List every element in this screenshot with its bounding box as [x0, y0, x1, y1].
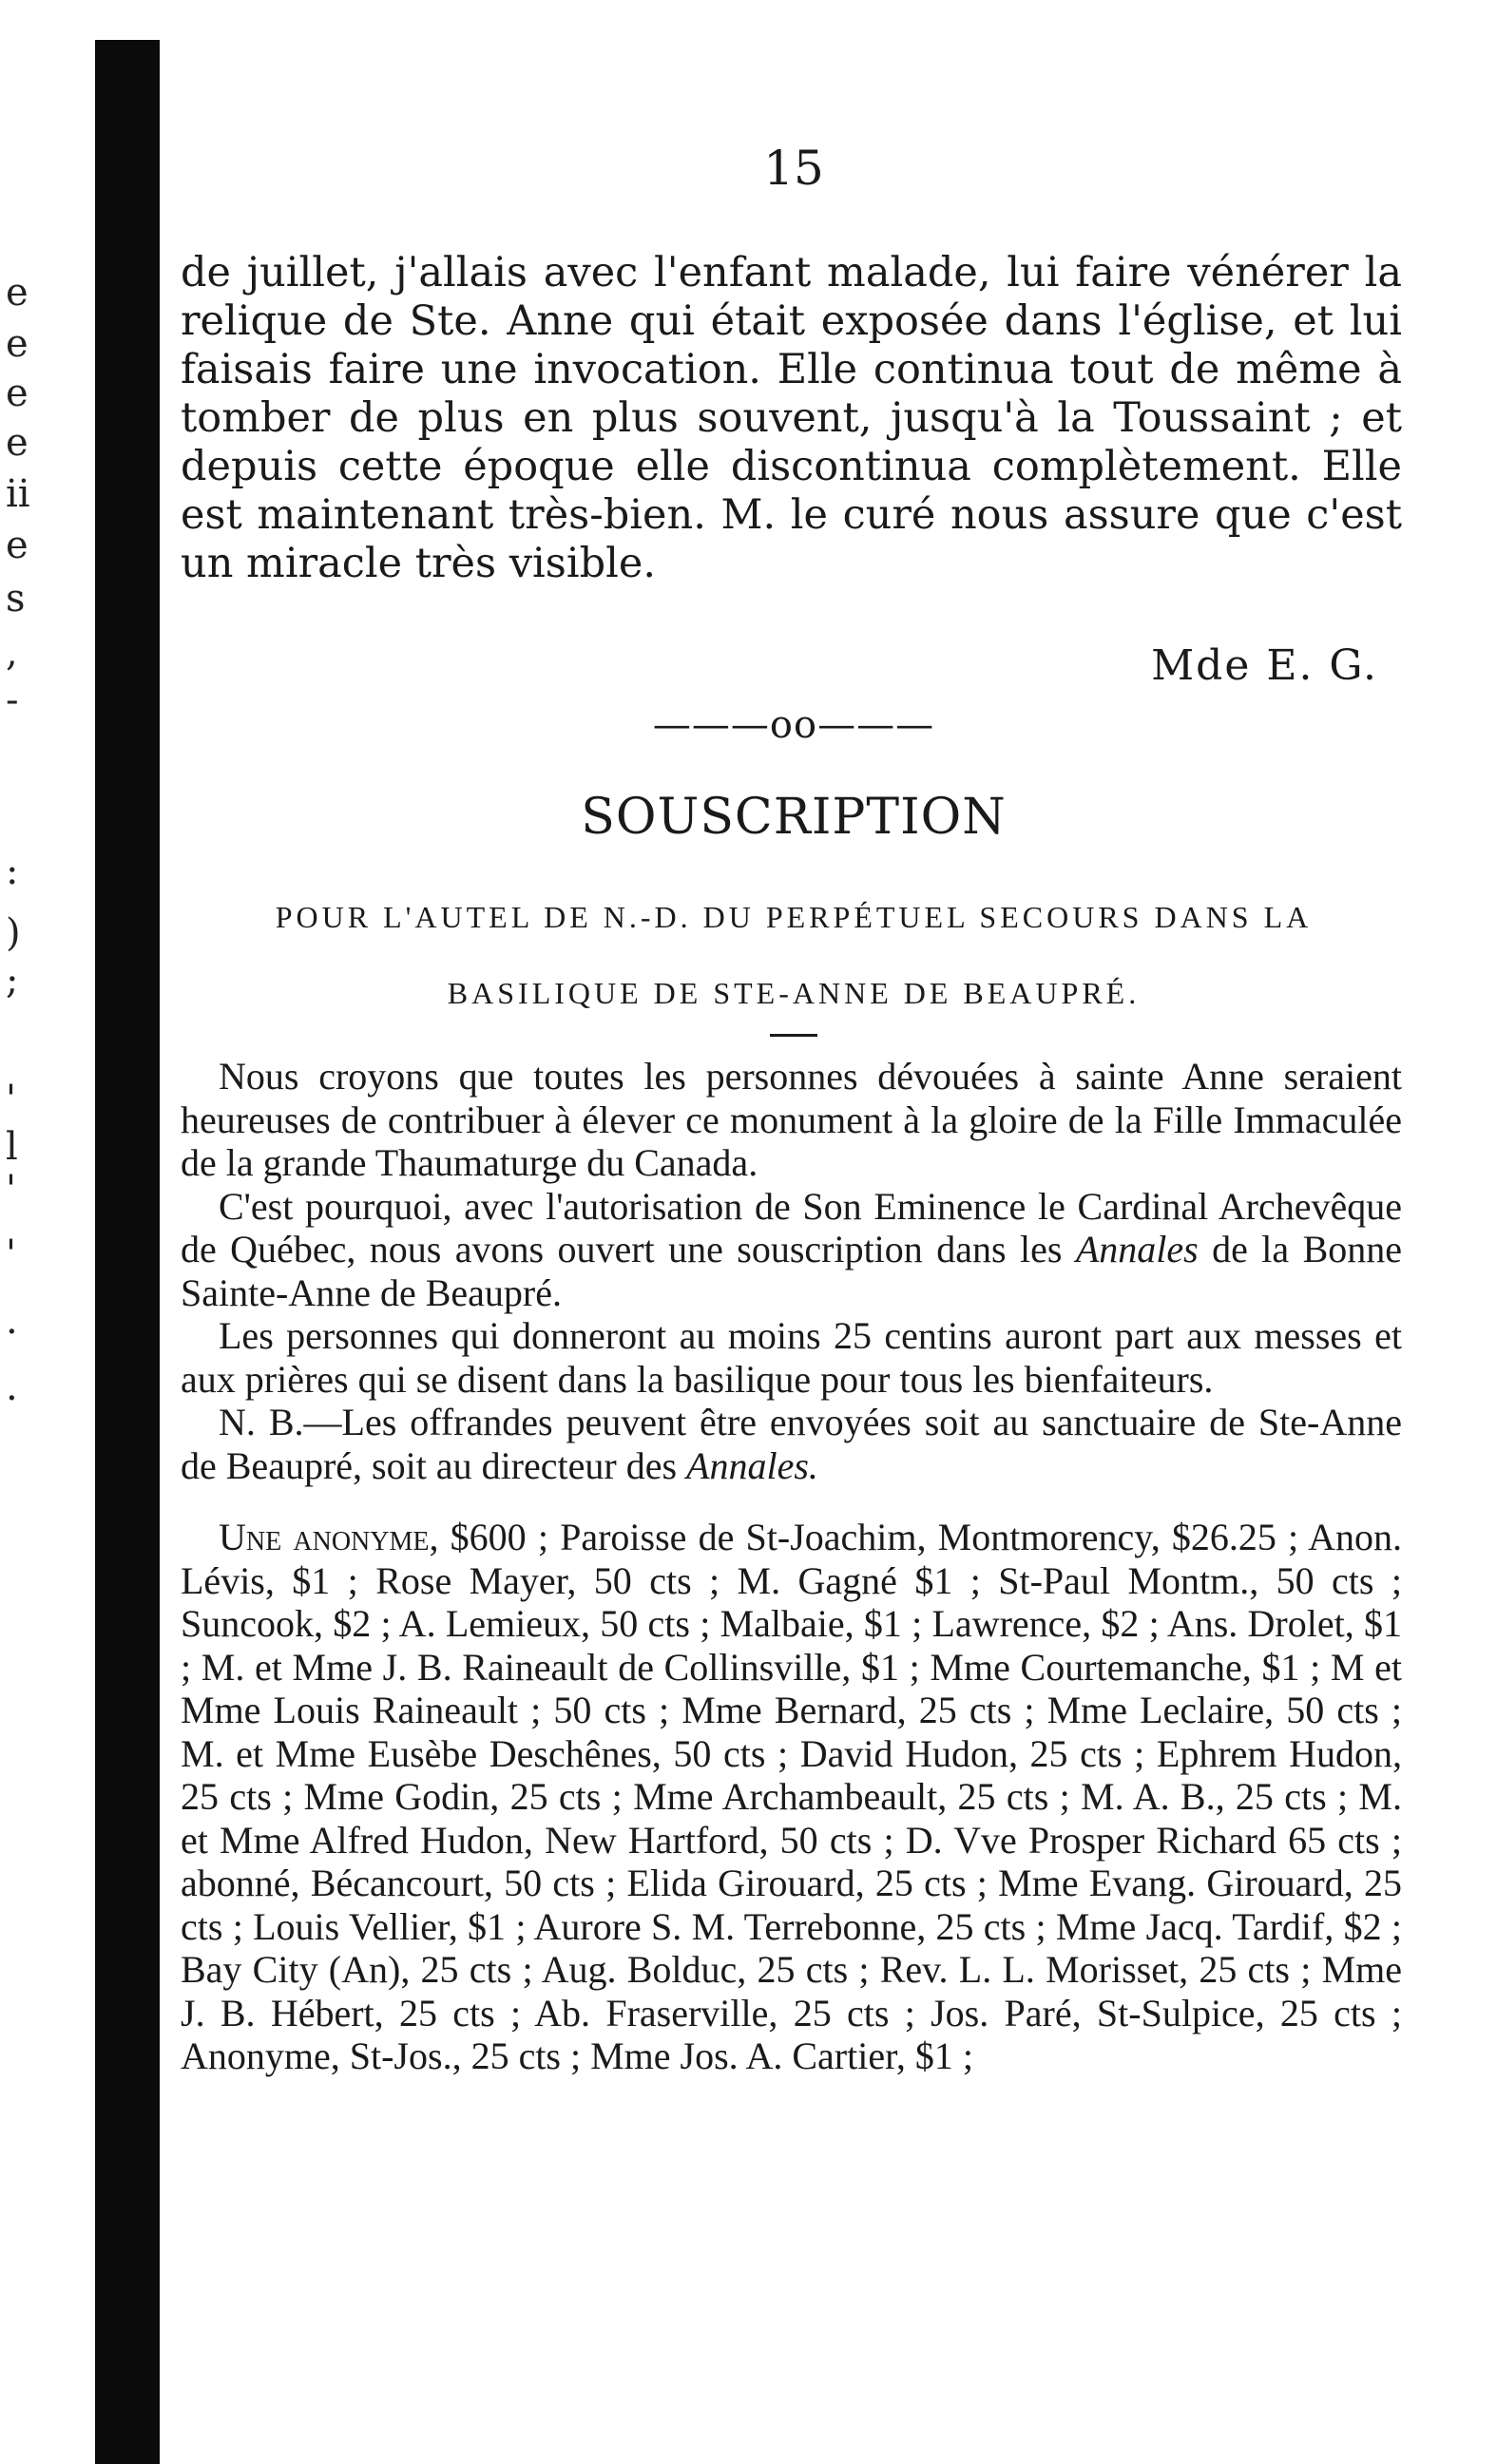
intro-paragraph: Nous croyons que toutes les personnes dévouées à sainte Anne seraient heureuses de contribuer à élever ce monument à la gloire de la Fille Immaculée de la grande Thaumaturge du Canada. — [181, 1055, 1402, 1184]
margin-mark: . — [6, 1366, 18, 1409]
short-rule — [770, 1034, 817, 1037]
margin-mark: . — [6, 1299, 18, 1343]
donor-list-text: $600 ; Paroisse de St-Joachim, Montmorency, $26.25 ; Anon. Lévis, $1 ; Rose Mayer, 50 cts ; M. Gagné $1 ; St-Paul Montm., 50 cts ; Suncook, $2 ; A. Lemieux, 50 cts ; Malbaie, $1 ; Lawrence, $2 ; Ans. Drolet, $1 ; M. et Mme J. B. Raineault de Collinsville, $1 ; Mme Courtemanche, $1 ; M et Mme Louis Raineault ; 50 cts ; Mme Bernard, 25 cts ; Mme Leclaire, 50 cts ; M. et Mme Eusèbe Deschênes, 50 cts ; David Hudon, 25 cts ; Ephrem Hudon, 25 cts ; Mme Godin, 25 cts ; Mme Archambeault, 25 cts ; M. A. B., 25 cts ; M. et Mme Alfred Hudon, New Hartford, 50 cts ; D. Vve Prosper Richard 65 cts ; abonné, Bécancourt, 50 cts ; Elida Girouard, 25 cts ; Mme Evang. Girouard, 25 cts ; Louis Vellier, $1 ; Aurore S. M. Terrebonne, 25 cts ; Mme Jacq. Tardif, $2 ; Bay City (An), 25 cts ; Aug. Bolduc, 25 cts ; Rev. L. L. Morisset, 25 cts ; Mme J. B. Hébert, 25 cts ; Ab. Fraserville, 25 cts ; Jos. Paré, St-Sulpice, 25 cts ; Anonyme, St-Jos., 25 cts ; Mme Jos. A. Cartier, $1 ; — [181, 1516, 1402, 2077]
margin-mark: ' — [6, 1232, 16, 1276]
donor-list-lead: Une anonyme, — [219, 1516, 439, 1558]
page-number: 15 — [763, 141, 824, 196]
margin-mark: , — [6, 631, 18, 675]
margin-mark: : — [6, 850, 19, 893]
note-text: N. B.—Les offrandes peuvent être envoyées soit au sanctuaire de Ste-Anne de Beaupré, soit au directeur des — [181, 1401, 1402, 1487]
note-paragraph — [181, 1401, 1402, 1487]
annales-title: Annales — [1075, 1228, 1199, 1270]
authorisation-paragraph — [181, 1185, 1402, 1315]
margin-mark: - — [6, 678, 19, 722]
separator: ———oo——— — [652, 703, 935, 747]
margin-marks — [0, 0, 57, 2464]
signature: Mde E. G. — [1151, 641, 1378, 690]
section-subtitle: POUR L'AUTEL DE N.-D. DU PERPÉTUEL SECOURS DANS LA BASILIQUE DE STE-ANNE DE BEAUPRÉ. — [275, 900, 1313, 1010]
margin-mark: ' — [6, 1078, 16, 1121]
authorisation-text-end: de la Bonne Sainte-Anne de Beaupré. — [181, 1228, 1403, 1314]
benefits-paragraph: Les personnes qui donneront au moins 25 centins auront part aux messes et aux prières qui se disent dans la basilique pour tous les bienfaiteurs. — [181, 1314, 1402, 1401]
annales-title: Annales. — [686, 1443, 818, 1487]
page — [181, 0, 1407, 2464]
margin-mark: ' — [6, 1168, 16, 1212]
subscription-body — [181, 1055, 1402, 2078]
margin-mark: ii — [6, 472, 30, 516]
authorisation-text: C'est pourquoi, avec l'autorisation de Son Eminence le Cardinal Archevêque de Québec, nous avons ouvert une souscription dans les — [181, 1184, 1402, 1270]
margin-mark: l — [6, 1125, 18, 1169]
margin-mark: ) — [6, 911, 21, 955]
binding-strip — [95, 40, 160, 2464]
margin-mark: ; — [6, 959, 19, 1003]
testimony-paragraph: de juillet, j'allais avec l'enfant malade, lui faire vénérer la relique de Ste. Anne qui était exposée dans l'église, et lui faisais faire une invocation. Elle continua tout de même à tomber de plus en plus souvent, jusqu'à la Toussaint ; et depuis cette époque elle discontinua complètement. Elle est maintenant très-bien. M. le curé nous assure que c'est un miracle très visible. — [181, 249, 1402, 587]
donor-list — [181, 1516, 1402, 2078]
section-title: SOUSCRIPTION — [581, 789, 1007, 846]
margin-mark: e — [6, 372, 29, 415]
margin-mark: e — [6, 524, 29, 567]
margin-mark: e — [6, 322, 29, 366]
margin-mark: e — [6, 421, 29, 465]
margin-mark: e — [6, 271, 29, 315]
margin-mark: s — [6, 577, 26, 621]
